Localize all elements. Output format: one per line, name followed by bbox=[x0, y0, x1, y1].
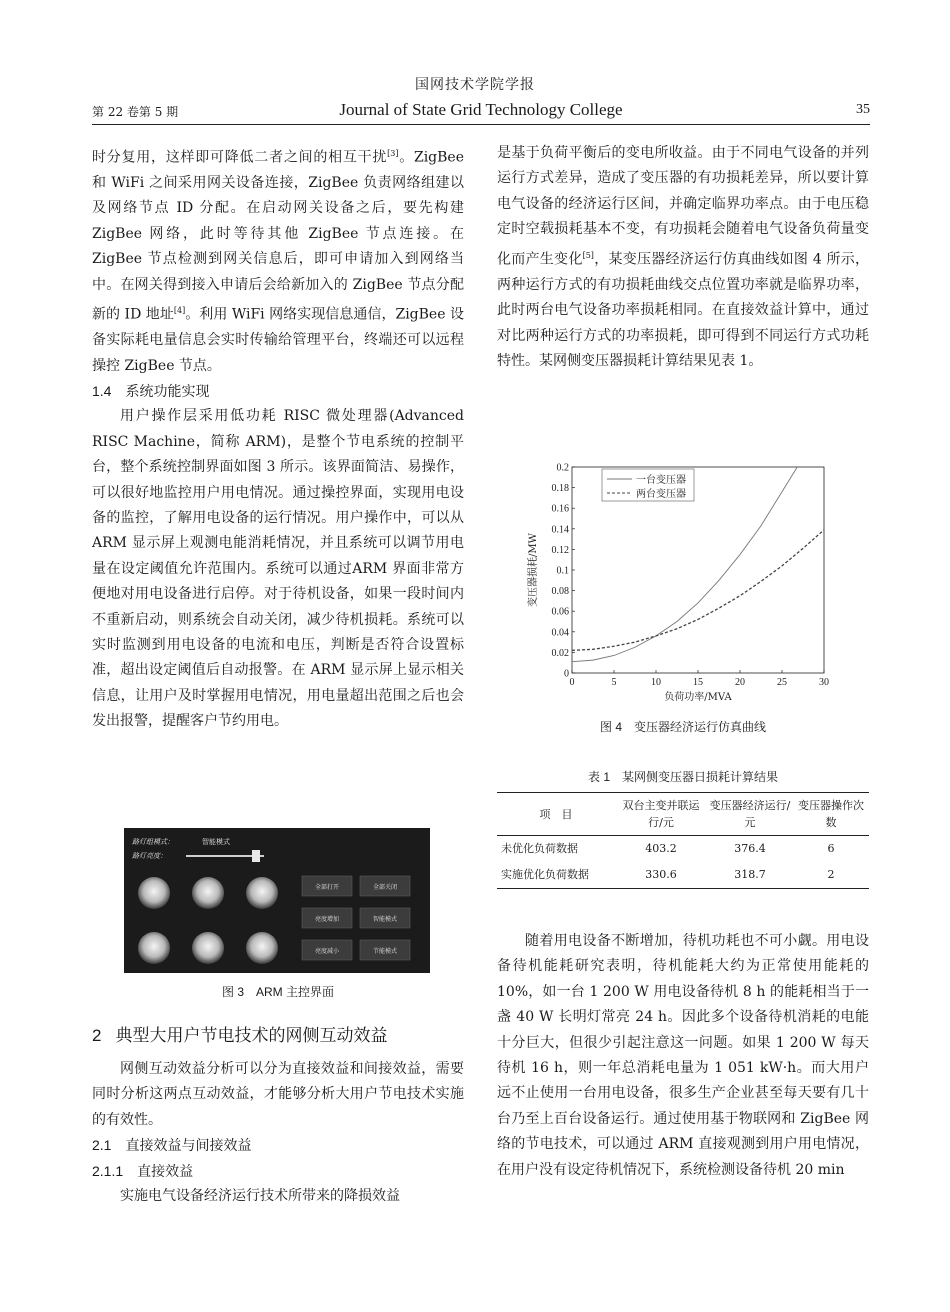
btn-label: 亮度减小 bbox=[314, 948, 340, 955]
table-cell: 6 bbox=[827, 842, 835, 855]
paragraph: 随着用电设备不断增加，待机功耗也不可小觑。用电设备待机能耗研究表明，待机能耗大约为正常使用能耗的 10%，如一台 1 200 W 用电设备待机 8 h 的能耗相当于一盏 40 W 长明灯常亮 24 h。因此多个设备待机消耗的电能十分巨大，但很少引起注意这一问题。如果 1 200 W 每天待机 16 h，则一年总消耗电量为 1 051 kW·h。而大用户远不止使用一台用电设备，很多生产企业甚至每天要有几十台乃至上百台设备运行。通过使用基于物联网和 ZigBee 网络的节电技术，可以通过 ARM 直接观测到用户用电情况，在用户没有设定待机情况下，系统检测设备待机 20 min bbox=[497, 933, 869, 1178]
paragraph: 实施电气设备经济运行技术所带来的降损效益 bbox=[120, 1188, 400, 1205]
y-tick-label: 0.12 bbox=[551, 544, 569, 556]
citation: [3] bbox=[387, 149, 399, 158]
lamp-icon bbox=[246, 932, 278, 964]
right-column bbox=[497, 141, 869, 374]
section-heading-2-1-1: 2.1.1 直接效益 bbox=[92, 1162, 194, 1179]
lamp-icon bbox=[192, 877, 224, 909]
x-tick-label: 0 bbox=[569, 677, 575, 688]
x-tick-label: 30 bbox=[819, 677, 829, 688]
header-rule bbox=[92, 124, 870, 125]
lamp-icon bbox=[192, 932, 224, 964]
paragraph: 用户操作层采用低功耗 RISC 微处理器(Advanced RISC Machine，简称 ARM)，是整个节电系统的控制平台，整个系统控制界面如图 3 所示。该界面简洁、易操作，可以很好地监控用户用电情况。通过操控界面，实现用电设备的监控，了解用电设备的运行情况。用户操作中，可以从 ARM 显示屏上观测电能消耗情况，并且系统可以调节用电量在设定阈值允许范围内。系统可以通过ARM 界面非常方便地对用电设备进行启停。对于待机设备，如果一段时间内不重新启动，则系统会自动关闭，减少待机损耗。系统可以实时监测到用电设备的电流和电压，判断是否符合设置标准，超出设定阈值后自动报警。在 ARM 显示屏上显示相关信息，让用户及时掌握用电情况，用电量超出范围之后也会发出报警，提醒客户节约用电。 bbox=[92, 408, 464, 730]
brightness-label: 路灯亮度： bbox=[132, 852, 167, 860]
table-cell: 实施优化负荷数据 bbox=[497, 862, 615, 889]
figure-arm-control-ui bbox=[124, 828, 430, 973]
running-header bbox=[92, 100, 870, 122]
left-column-lower bbox=[92, 1013, 464, 1209]
figure-3-caption: 图 3 ARM 主控界面 bbox=[221, 985, 334, 999]
figure-transformer-loss-chart bbox=[522, 455, 842, 710]
lamp-icon bbox=[246, 877, 278, 909]
x-tick-label: 15 bbox=[693, 677, 703, 688]
lamp-icon bbox=[138, 932, 170, 964]
y-tick-label: 0.18 bbox=[551, 483, 569, 495]
legend-label: 一台变压器 bbox=[636, 475, 686, 486]
right-column-lower bbox=[497, 929, 869, 1183]
x-tick-label: 5 bbox=[611, 677, 617, 688]
table-row bbox=[497, 862, 869, 889]
citation: [4] bbox=[173, 306, 186, 316]
table-1-title: 表 1 某网侧变压器日损耗计算结果 bbox=[587, 770, 778, 784]
table-header-row bbox=[497, 793, 869, 836]
y-axis-label: 变压器损耗/MW bbox=[528, 533, 539, 607]
paragraph: 是基于负荷平衡后的变电所收益。由于不同电气设备的并列运行方式差异，造成了变压器的有功损耗差异，所以要计算电气设备的经济运行区间，并确定临界功率点。由于电压稳定时空载损耗基本不变，有功损耗会随着电气设备负荷量变化而产生变化[5]，某变压器经济运行仿真曲线如图 4 所示，两种运行方式的有功损耗曲线交点位置功率就是临界功率，此时两台电气设备功率损耗相同。在直接效益计算中，通过对比两种运行方式的功率损耗，即可得到不同运行方式功耗特性。某网侧变压器损耗计算结果见表 1。 bbox=[497, 145, 870, 369]
mode-label: 路灯组模式： bbox=[132, 838, 174, 846]
table-cell: 318.7 bbox=[707, 862, 793, 889]
page-number: 35 bbox=[856, 102, 870, 117]
x-tick-label: 25 bbox=[777, 677, 787, 688]
table-cell: 2 bbox=[793, 862, 869, 889]
section-heading-1-4: 1.4 系统功能实现 bbox=[92, 382, 210, 399]
table-header: 变压器操作次数 bbox=[793, 793, 869, 836]
volume-issue: 第 22 卷第 5 期 bbox=[92, 105, 179, 119]
paragraph: 网侧互动效益分析可以分为直接效益和间接效益，需要同时分析这两点互动效益，才能够分析大用户节电技术实施的有效性。 bbox=[92, 1061, 464, 1128]
btn-label: 全部关闭 bbox=[372, 884, 398, 891]
y-tick-label: 0.1 bbox=[556, 565, 569, 577]
journal-title-en: Journal of State Grid Technology College bbox=[339, 100, 623, 119]
table-row bbox=[497, 836, 869, 863]
table-cell: 330.6 bbox=[615, 862, 707, 889]
y-tick-label: 0.14 bbox=[551, 524, 569, 536]
x-tick-label: 10 bbox=[651, 677, 661, 688]
x-axis-label: 负荷功率/MVA bbox=[664, 692, 732, 703]
y-tick-label: 0.16 bbox=[551, 503, 569, 515]
legend-label: 两台变压器 bbox=[636, 489, 686, 500]
y-tick-label: 0.08 bbox=[551, 586, 569, 598]
y-tick-label: 0.04 bbox=[551, 627, 569, 639]
y-tick-label: 0.02 bbox=[551, 647, 569, 659]
table-cell: 376.4 bbox=[734, 842, 766, 855]
figure-4-caption: 图 4 变压器经济运行仿真曲线 bbox=[599, 720, 766, 734]
section-heading-2-1: 2.1 直接效益与间接效益 bbox=[92, 1137, 252, 1154]
mode-value: 智能模式 bbox=[202, 838, 230, 846]
x-tick-label: 20 bbox=[735, 677, 745, 688]
lamp-icon bbox=[138, 877, 170, 909]
series-line-2 bbox=[572, 530, 824, 651]
table-header: 双台主变并联运行/元 bbox=[615, 793, 707, 836]
journal-title-cn: 国网技术学院学报 bbox=[415, 77, 535, 93]
y-tick-label: 0.2 bbox=[556, 462, 569, 474]
y-tick-label: 0 bbox=[564, 668, 569, 680]
paragraph: 时分复用，这样即可降低二者之间的相互干扰[3]。ZigBee 和 WiFi 之间采用网关设备连接，ZigBee 负责网络组建以及网络节点 ID 分配。在启动网关设备之后，要先构建 ZigBee 网络，此时等待其他 ZigBee 节点连接。在 ZigBee 节点检测到网关信息后，即可申请加入到网络当中。在网关得到接入申请后会给新加入的 ZigBee 节点分配新的 ID 地址[4]。利用 WiFi 网络实现信息通信，ZigBee 设备实际耗电量信息会实时传输给管理平台，终端还可以远程操控 ZigBee 节点。 bbox=[92, 149, 465, 374]
citation: [5] bbox=[582, 250, 594, 260]
y-tick-label: 0.06 bbox=[551, 606, 569, 618]
btn-label: 亮度增加 bbox=[314, 916, 340, 923]
table-cell: 未优化负荷数据 bbox=[501, 842, 578, 855]
section-heading-2: 2 典型大用户节电技术的网侧互动效益 bbox=[92, 1026, 388, 1045]
table-header: 变压器经济运行/元 bbox=[707, 793, 793, 836]
table-cell: 403.2 bbox=[645, 842, 677, 855]
btn-label: 全部打开 bbox=[314, 884, 340, 891]
left-column bbox=[92, 141, 464, 735]
loss-table bbox=[497, 792, 869, 889]
btn-label: 节能模式 bbox=[372, 948, 398, 955]
table-header: 项 目 bbox=[497, 793, 615, 836]
brightness-slider-handle bbox=[252, 850, 260, 862]
btn-label: 智能模式 bbox=[372, 916, 398, 923]
